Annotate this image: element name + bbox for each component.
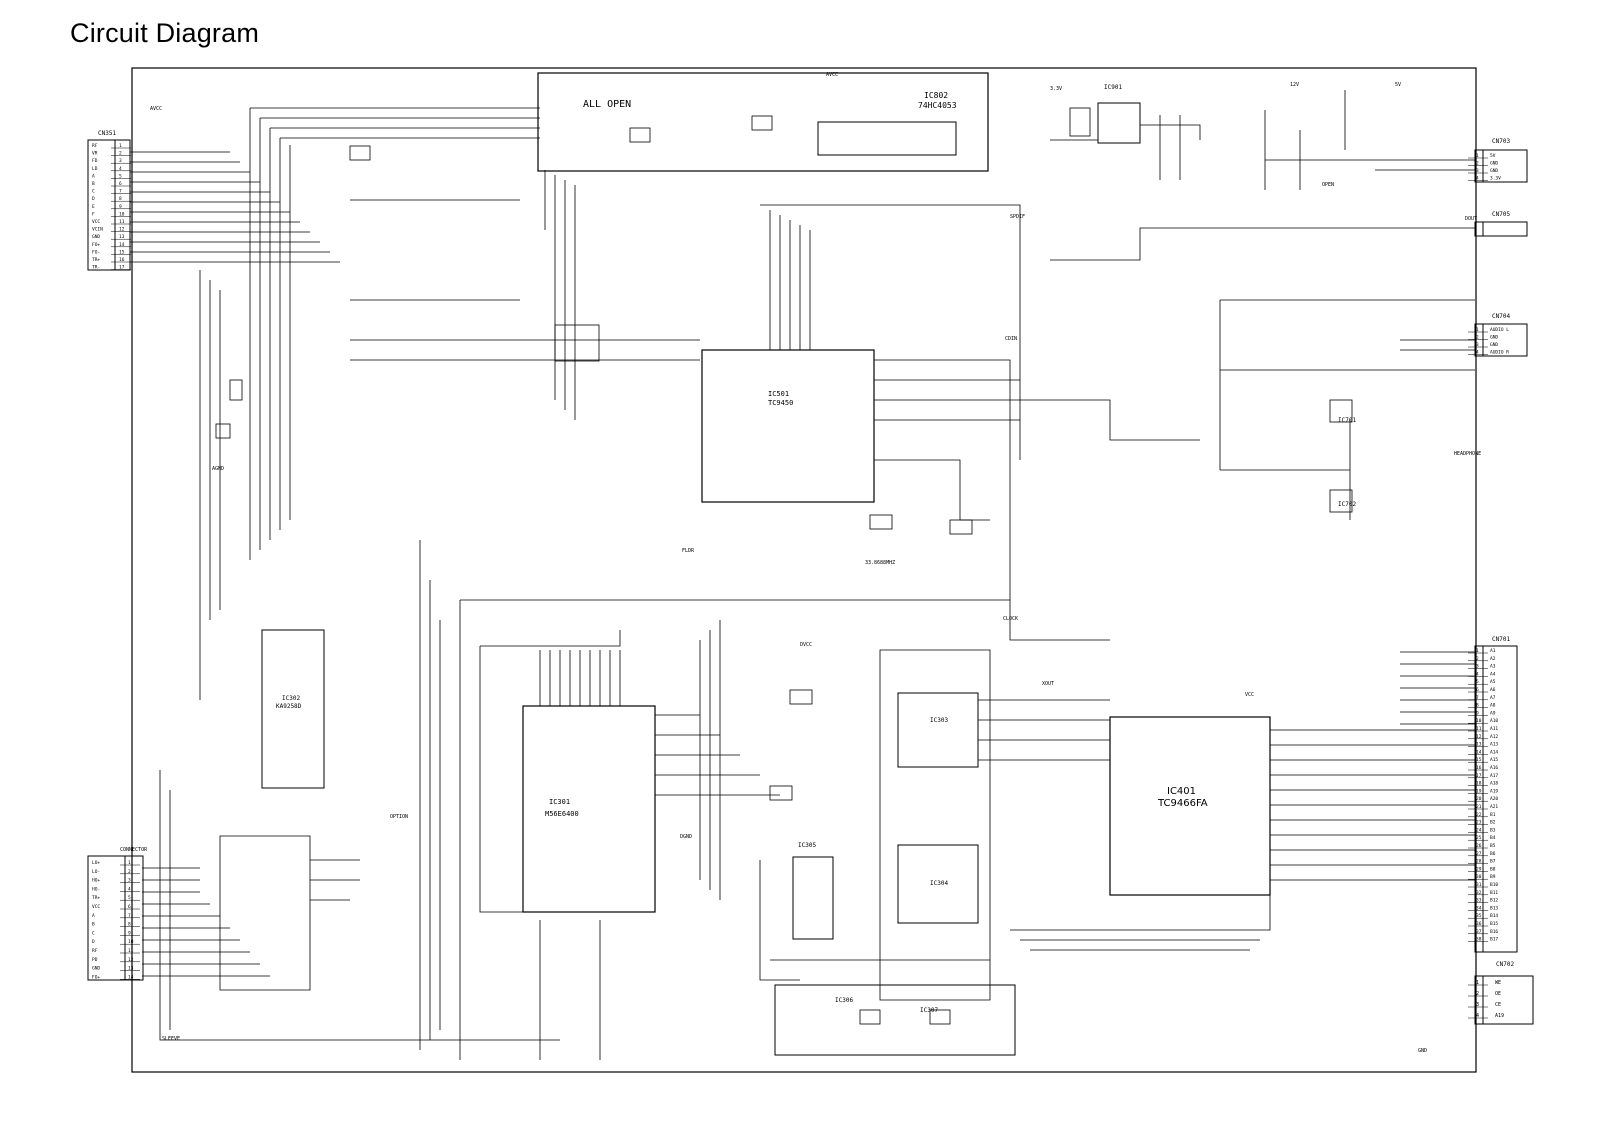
ic305-label: IC305	[798, 842, 817, 849]
connector-pin-label: F	[92, 212, 95, 218]
connector-pin-number: 5	[119, 174, 122, 180]
connector-pin-label: LD	[92, 166, 98, 172]
connector-pin-label: GND	[92, 235, 101, 241]
connector-pin-number: 30	[1476, 875, 1482, 881]
ic901-label: IC901	[1104, 84, 1123, 91]
connector-pin-label: A8	[1490, 703, 1496, 709]
connector-pin-number: 8	[119, 197, 122, 203]
connector-pin-number: 16	[1476, 766, 1482, 771]
connector-pin-number: 23	[1476, 820, 1482, 826]
connector-pin-label: A11	[1490, 727, 1499, 732]
connector-pin-number: 3	[1476, 1002, 1480, 1008]
misc-labels	[150, 72, 1481, 1054]
connector-pin-number: 13	[128, 966, 134, 972]
connector-pin-number: 3	[119, 159, 122, 165]
connector-pin-number: 14	[1476, 750, 1482, 756]
connector-pin-label: VCC	[92, 905, 101, 910]
connector-pin-number: 10	[128, 940, 134, 946]
option-label: OPTION	[390, 814, 409, 820]
connector-pin-label: B2	[1490, 820, 1496, 826]
connector-pin-label: B10	[1490, 883, 1499, 888]
connector-pin-label: GND	[92, 966, 101, 972]
connector-pin-number: 10	[119, 212, 125, 218]
connector-pin-number: 15	[119, 250, 125, 256]
connector-pin-number: 26	[1476, 844, 1482, 849]
connector-pin-label: A19	[1490, 789, 1499, 795]
ic701-label: IC701	[1338, 417, 1357, 424]
left-connector2	[88, 847, 148, 980]
connector-pin-label: TR+	[92, 896, 101, 902]
connector-pin-number: 1	[1476, 154, 1479, 159]
ic301-label: IC301	[549, 798, 571, 806]
audio-connector	[1468, 313, 1527, 356]
bottom-right-connector	[1468, 961, 1533, 1024]
connector-pin-number: 3	[128, 878, 131, 884]
dvcc-label: DVCC	[800, 642, 813, 648]
connector-pin-label: GND	[1490, 343, 1499, 348]
connector-pin-label: B6	[1490, 851, 1496, 857]
connector-pin-label: B	[92, 922, 95, 928]
clock-label: CLOCK	[1003, 616, 1019, 622]
cdin-label: CDIN	[1005, 336, 1018, 342]
connector-pin-number: 2	[1476, 656, 1479, 662]
connector-pin-label: E	[92, 204, 95, 210]
connector-pin-label: RF	[92, 949, 98, 954]
ic301-block	[523, 706, 655, 912]
connector-pin-number: 7	[128, 913, 131, 919]
connector-pin-number: 3	[1476, 664, 1479, 670]
schematic-frame	[132, 68, 1476, 1072]
cn701-label: CN701	[1492, 636, 1511, 643]
connector-pin-label: A2	[1490, 656, 1496, 662]
ic401-block	[1110, 717, 1270, 895]
connector-pin-number: 4	[1476, 350, 1479, 356]
connector-pin-label: A16	[1490, 766, 1499, 771]
connector-pin-number: 33	[1476, 898, 1482, 904]
ic302-block	[262, 630, 324, 788]
ic301-part: M56E6400	[545, 810, 579, 818]
connector-pin-label: A17	[1490, 773, 1499, 779]
ic802-label: IC802	[924, 91, 949, 100]
connector-pin-label: B9	[1490, 875, 1496, 881]
connector-pin-number: 14	[128, 975, 134, 981]
connector-pin-label: C	[92, 931, 95, 937]
v5-label: 5V	[1395, 82, 1402, 88]
connector-pin-number: 1	[1476, 328, 1479, 333]
connector-pin-label: D	[92, 940, 95, 946]
connector-pin-number: 4	[1476, 176, 1479, 182]
connector-pin-number: 31	[1476, 883, 1482, 888]
connector-pin-number: 2	[128, 869, 131, 875]
connector-pin-number: 3	[1476, 169, 1479, 174]
connector-pin-number: 6	[119, 182, 122, 187]
connector-pin-label: WE	[1495, 980, 1502, 986]
connector-pin-label: A18	[1490, 781, 1499, 787]
agnd-label: AGND	[212, 466, 225, 472]
connector-pin-label: RF	[92, 144, 98, 149]
connector-pin-label: TR+	[92, 258, 101, 263]
connector-pin-number: 22	[1476, 812, 1482, 818]
ic304-label: IC304	[930, 880, 949, 887]
ic303-label: IC303	[930, 717, 949, 724]
connector-pin-number: 4	[1476, 672, 1479, 678]
connector-pin-label: A	[92, 174, 95, 180]
dout-label: DOUT	[1465, 216, 1478, 222]
connector-pin-number: 18	[1476, 781, 1482, 787]
connector-pin-label: FO-	[92, 250, 101, 256]
sleeve-label: SLEEVE	[162, 1036, 181, 1042]
connector-pin-label: AUDIO L	[1490, 328, 1509, 333]
connector-pin-number: 13	[119, 235, 125, 241]
connector-pin-number: 2	[1476, 335, 1479, 341]
ic303-block	[898, 693, 978, 767]
connector-pin-number: 16	[119, 258, 125, 263]
connector-pin-label: A15	[1490, 758, 1499, 764]
connector-pin-label: 5V	[1490, 154, 1496, 159]
connector-pin-number: 4	[128, 887, 131, 893]
connector-pin-number: 29	[1476, 867, 1482, 873]
ic501-part: TC9450	[768, 399, 794, 407]
connector-pin-label: B15	[1490, 922, 1499, 927]
connector-pin-number: 34	[1476, 906, 1482, 912]
connector-pin-number: 7	[1476, 695, 1479, 701]
connector-pin-label: FO+	[92, 975, 101, 981]
dgnd-label: DGND	[680, 834, 693, 840]
connector-pin-label: A7	[1490, 695, 1496, 701]
cn704-label: CN704	[1492, 313, 1511, 320]
gnd-label: GND	[1418, 1048, 1428, 1054]
connector-pin-label: PD	[92, 957, 98, 963]
connector-pin-label: A6	[1490, 688, 1496, 693]
connector-pin-label: A9	[1490, 711, 1496, 717]
spdif-label: SPDIF	[1010, 214, 1026, 220]
connector-pin-label: B14	[1490, 914, 1499, 920]
connector-pin-number: 32	[1476, 890, 1482, 896]
open-label: OPEN	[1322, 182, 1335, 188]
cn705-label: CN705	[1492, 211, 1511, 218]
connector-pin-number: 7	[119, 189, 122, 195]
connector-pin-label: LO+	[92, 861, 101, 866]
cn351-label: CN351	[98, 130, 117, 137]
connector-pin-number: 11	[1476, 727, 1482, 732]
connector-pin-number: 20	[1476, 797, 1482, 803]
ic401-part: TC9466FA	[1158, 798, 1208, 809]
connector-pin-label: A	[92, 913, 95, 919]
connector-pin-number: 24	[1476, 828, 1482, 834]
connector-pin-label: HO-	[92, 887, 101, 893]
connector-pin-label: CE	[1495, 1002, 1502, 1008]
connector-pin-label: VCC	[92, 220, 101, 225]
connector-pin-label: A4	[1490, 672, 1496, 678]
connector-pin-label: B	[92, 182, 95, 187]
connector-pin-label: A13	[1490, 742, 1499, 748]
cn703-label: CN703	[1492, 138, 1511, 145]
connector-pin-label: D	[92, 197, 95, 203]
connector-pin-number: 10	[1476, 719, 1482, 725]
connector-pin-number: 9	[119, 204, 122, 210]
cn702-label: CN702	[1496, 961, 1515, 968]
connector-pin-number: 8	[128, 922, 131, 928]
connector-pin-label: FO+	[92, 242, 101, 248]
connector-pin-label: B7	[1490, 859, 1496, 865]
connector-pin-label: B17	[1490, 937, 1499, 943]
connector-pin-number: 17	[1476, 773, 1482, 779]
connector-pin-label: B12	[1490, 898, 1499, 904]
connector-pin-number: 2	[119, 151, 122, 157]
connector-pin-label: VCIN	[92, 227, 103, 233]
connector-pin-number: 27	[1476, 851, 1482, 857]
ic802-part: 74HC4053	[918, 101, 957, 110]
connector-pin-label: A10	[1490, 719, 1499, 725]
all-open-label: ALL OPEN	[583, 99, 632, 110]
connector-pin-number: 13	[1476, 742, 1482, 748]
connector-pin-number: 14	[119, 242, 125, 248]
connector-pin-label: A19	[1495, 1013, 1505, 1019]
connector-pin-label: A20	[1490, 797, 1499, 803]
connector-pin-number: 36	[1476, 922, 1482, 927]
connector-pin-number: 37	[1476, 929, 1482, 935]
connector-pin-label: C	[92, 189, 95, 195]
connector-pin-number: 9	[1476, 711, 1479, 717]
ic302-label: IC302	[282, 695, 301, 702]
fldr-label: FLDR	[682, 548, 695, 554]
connector-pin-label: A14	[1490, 750, 1499, 756]
connector-pin-number: 1	[128, 861, 131, 866]
connector-pin-label: 3.3V	[1490, 176, 1501, 182]
xout-label: XOUT	[1042, 681, 1055, 687]
headphone-label: HEADPHONE	[1454, 451, 1482, 457]
left-connector2-label: CONNECTOR	[120, 847, 148, 853]
connector-pin-number: 1	[119, 144, 122, 149]
ic304-block	[898, 845, 978, 923]
connector-pin-label: GND	[1490, 169, 1499, 174]
connector-pin-label: B8	[1490, 867, 1496, 873]
connector-pin-number: 17	[119, 265, 125, 271]
connector-pin-number: 15	[1476, 758, 1482, 764]
connector-pin-number: 6	[1476, 688, 1479, 693]
connector-pin-number: 4	[119, 166, 122, 172]
connector-pin-number: 2	[1476, 161, 1479, 167]
connector-pin-number: 25	[1476, 836, 1482, 842]
ic501-label: IC501	[768, 390, 790, 398]
connector-pin-number: 1	[1476, 980, 1480, 986]
connector-pin-label: B11	[1490, 890, 1499, 896]
connector-pin-label: A1	[1490, 649, 1496, 654]
connector-pin-label: B5	[1490, 844, 1496, 849]
connector-pin-number: 21	[1476, 805, 1482, 810]
connector-pin-label: B16	[1490, 929, 1499, 935]
connector-pin-label: B13	[1490, 906, 1499, 912]
connector-pin-number: 4	[1476, 1013, 1480, 1019]
ic802-block	[818, 91, 957, 155]
connector-pin-label: B3	[1490, 828, 1496, 834]
top-right-connector	[1468, 138, 1527, 182]
connector-pin-label: B4	[1490, 836, 1496, 842]
connector-pin-number: 2	[1476, 991, 1480, 997]
connector-pin-number: 8	[1476, 703, 1479, 709]
connector-pin-number: 12	[119, 227, 125, 233]
connector-pin-label: A12	[1490, 734, 1499, 740]
connector-pin-number: 11	[119, 220, 125, 225]
connector-pin-number: 11	[128, 949, 134, 954]
ic702-label: IC702	[1338, 501, 1357, 508]
connector-pin-number: 3	[1476, 343, 1479, 348]
connector-pin-number: 38	[1476, 937, 1482, 943]
connector-pin-label: A3	[1490, 664, 1496, 670]
connector-pin-label: LO-	[92, 869, 101, 875]
ic305-block	[793, 842, 833, 939]
cn351-connector	[88, 130, 131, 271]
connector-pin-number: 5	[128, 896, 131, 902]
connector-pin-label: B1	[1490, 812, 1496, 818]
connector-pin-label: HO+	[92, 878, 101, 884]
connector-pin-number: 1	[1476, 649, 1479, 654]
connector-pin-label: A21	[1490, 805, 1499, 810]
connector-pin-label: VR	[92, 151, 98, 157]
digital-out-connector	[1475, 211, 1527, 236]
connector-pin-label: GND	[1490, 161, 1499, 167]
wiring	[130, 90, 1478, 1060]
ic302-part: KA9258D	[276, 703, 302, 710]
components	[216, 108, 1352, 1024]
avcc-label-2: AVCC	[826, 72, 839, 78]
connector-pin-label: AUDIO R	[1490, 350, 1509, 356]
connector-pin-number: 12	[1476, 734, 1482, 740]
ic501-block	[702, 350, 874, 502]
connector-pin-label: A5	[1490, 680, 1496, 686]
osc-label: 33.8688MHZ	[865, 560, 896, 566]
ic401-label: IC401	[1167, 786, 1197, 797]
ic901-block	[1098, 84, 1140, 143]
connector-pin-label: GND	[1490, 335, 1499, 341]
connector-pin-label: TR-	[92, 265, 101, 271]
v33-label: 3.3V	[1050, 86, 1063, 92]
connector-pin-label: FD	[92, 159, 98, 165]
gate-area-box	[775, 985, 1015, 1055]
ic307-label: IC307	[920, 1007, 939, 1014]
ic306-label: IC306	[835, 997, 854, 1004]
v12-label: 12V	[1290, 82, 1300, 88]
avcc-label: AVCC	[150, 106, 163, 112]
connector-pin-number: 9	[128, 931, 131, 937]
connector-pin-number: 5	[1476, 680, 1479, 686]
connector-pin-number: 28	[1476, 859, 1482, 865]
connector-pin-label: OE	[1495, 991, 1502, 997]
page-title: Circuit Diagram	[70, 18, 260, 48]
connector-pin-number: 6	[128, 905, 131, 910]
right-connector	[1468, 636, 1517, 952]
connector-pin-number: 12	[128, 957, 134, 963]
connector-pin-number: 19	[1476, 789, 1482, 795]
connector-pin-number: 35	[1476, 914, 1482, 920]
vcc-label: VCC	[1245, 692, 1255, 698]
